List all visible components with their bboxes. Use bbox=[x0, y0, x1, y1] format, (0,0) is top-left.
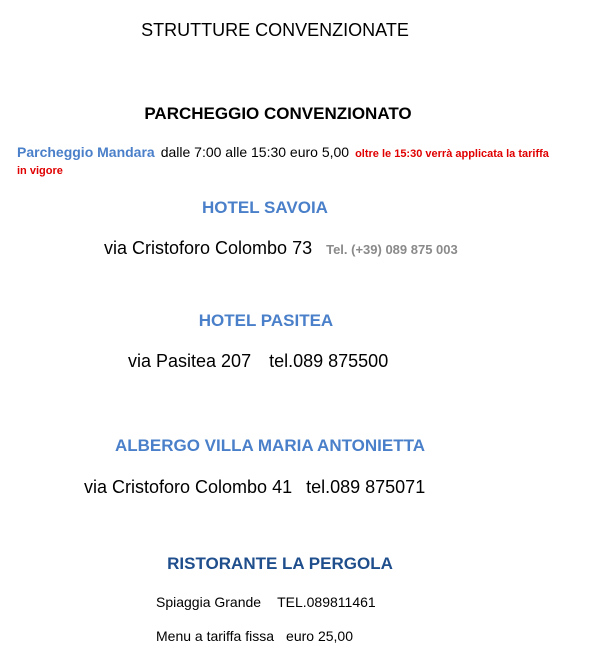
hotel-pasitea-name: HOTEL PASITEA bbox=[198, 311, 334, 330]
ristorante-line1 bbox=[156, 594, 376, 610]
ristorante-line2 bbox=[156, 628, 353, 644]
parking-warning: oltre le 15:30 verrà applicata la tariffa bbox=[355, 148, 549, 160]
hotel-savoia-line bbox=[104, 238, 458, 259]
hotel-savoia-address: via Cristoforo Colombo 73 bbox=[104, 238, 313, 258]
ristorante-menu: Menu a tariffa fissa bbox=[156, 628, 275, 644]
hotel-pasitea-address: via Pasitea 207 bbox=[128, 351, 252, 371]
hotel-savoia-name: HOTEL SAVOIA bbox=[202, 198, 328, 217]
hotel-pasitea-tel: tel.089 875500 bbox=[269, 351, 389, 371]
albergo-address: via Cristoforo Colombo 41 bbox=[84, 477, 293, 497]
ristorante-name: RISTORANTE LA PERGOLA bbox=[167, 554, 393, 573]
albergo-tel: tel.089 875071 bbox=[306, 477, 426, 497]
parking-name: Parcheggio Mandara bbox=[17, 144, 155, 160]
parking-line bbox=[17, 144, 549, 160]
hotel-savoia-tel: Tel. (+39) 089 875 003 bbox=[326, 242, 458, 257]
albergo-name: ALBERGO VILLA MARIA ANTONIETTA bbox=[114, 436, 426, 455]
ristorante-price: euro 25,00 bbox=[286, 628, 353, 644]
parking-heading: PARCHEGGIO CONVENZIONATO bbox=[144, 104, 412, 123]
ristorante-tel: TEL.089811461 bbox=[277, 594, 376, 610]
page-title: STRUTTURE CONVENZIONATE bbox=[141, 20, 409, 40]
hotel-pasitea-line bbox=[128, 351, 388, 372]
albergo-line bbox=[84, 477, 425, 498]
parking-warning-cont: in vigore bbox=[17, 165, 63, 177]
parking-info: dalle 7:00 alle 15:30 euro 5,00 bbox=[160, 144, 350, 160]
ristorante-location: Spiaggia Grande bbox=[156, 594, 262, 610]
